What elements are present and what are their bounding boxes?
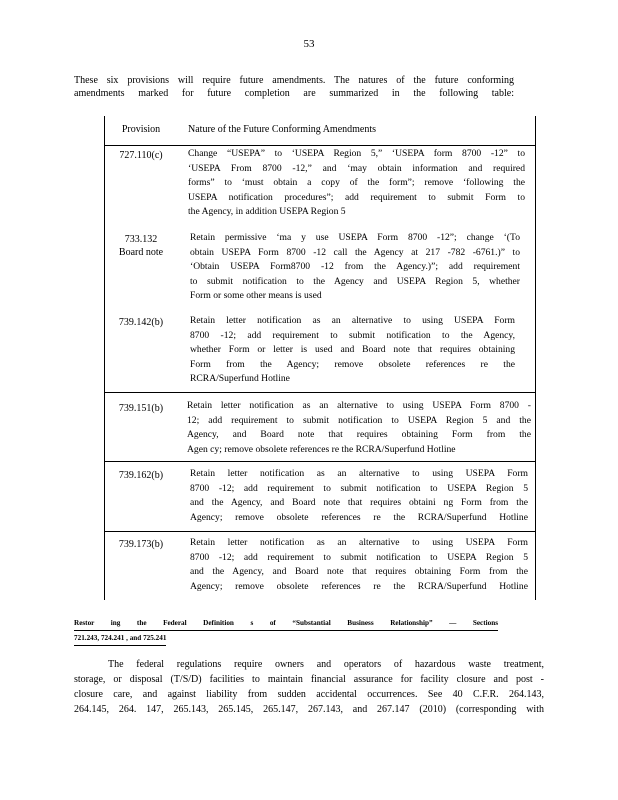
provision-label: 739.162(b) (118, 470, 164, 481)
body-line: storage, or disposal (T/S/D) facilities to maintain financial assurance for facility closure and post - (74, 674, 544, 685)
nature-line: ‘Obtain USEPA Form8700 -12 from the Agency.)”; add requirement (190, 261, 520, 272)
provision-label: 733.132 (124, 234, 158, 245)
nature-cell (188, 147, 525, 220)
intro-line: These six provisions will require future amendments. The natures of the future conforming (74, 75, 514, 86)
provision-label: 739.151(b) (118, 403, 164, 414)
provision-cell (104, 233, 178, 259)
nature-line: Retain letter notification as an alternative to using USEPA Form 8700 - (187, 400, 531, 411)
nature-line: Retain permissive ‘ma y use USEPA Form 8700 -12”; change ‘(To (190, 232, 520, 243)
nature-line: Form from the Agency; remove obsolete references re the (190, 358, 515, 370)
nature-line: 8700 -12; add requirement to submit notification to the Agency, (190, 329, 515, 341)
provision-label: 739.173(b) (118, 539, 164, 550)
nature-cell (190, 467, 528, 525)
nature-line: Agen cy; remove obsolete references re the RCRA/Superfund Hotline (187, 443, 456, 455)
provision-label: Board note (118, 247, 164, 258)
nature-line: and the Agency, and Board note that requires obtaini ng Form from the (190, 497, 528, 508)
nature-line: obtain USEPA Form 8700 -12 call the Agency at 217 -782 -6761.)” to (190, 246, 520, 258)
nature-line: Agency, and Board note that requires obtaining Form from the (187, 429, 531, 440)
nature-cell (190, 314, 515, 387)
nature-cell (190, 536, 528, 594)
nature-line: Retain letter notification as an alternative to using USEPA Form (190, 315, 515, 326)
nature-cell (187, 399, 531, 457)
amendments-table (104, 116, 536, 600)
table-border-right (535, 116, 536, 600)
section-heading-line: 721.243, 724.241 , and 725.241 (74, 631, 166, 646)
provision-cell (104, 316, 178, 329)
nature-line: the Agency, in addition USEPA Region 5 (188, 206, 346, 217)
nature-line: forms” to ‘must obtain a copy of the form”; remove ‘following the (188, 177, 525, 188)
provision-cell (104, 538, 178, 551)
header-nature: Nature of the Future Conforming Amendments (188, 124, 377, 135)
provision-cell (104, 402, 178, 415)
body-line: closure care, and against liability from sudden accidental occurrences. See 40 C.F.R. 264.143, (74, 689, 544, 700)
provision-label: 739.142(b) (118, 317, 164, 328)
nature-line: to submit notification to the Agency and USEPA Region 5, whether (190, 275, 520, 287)
page-number: 53 (303, 38, 315, 50)
intro-paragraph (74, 74, 514, 100)
nature-line: USEPA notification procedures”; add requirement to submit Form to (188, 191, 525, 203)
nature-line: Agency; remove obsolete references re the RCRA/Superfund Hotline (190, 580, 528, 592)
nature-line: Change “USEPA” to ‘USEPA Region 5,” ‘USEPA form 8700 -12” to (188, 148, 525, 159)
row-divider (104, 392, 536, 393)
nature-cell (190, 231, 520, 304)
header-provision: Provision (121, 124, 161, 135)
nature-line: 8700 -12; add requirement to submit notification to USEPA Region 5 (190, 482, 528, 494)
header-divider (104, 145, 536, 146)
body-line: The federal regulations require owners and operators of hazardous waste treatment, (108, 659, 544, 670)
provision-label: 727.110(c) (119, 150, 163, 161)
nature-line: ‘USEPA From 8700 -12,” and ‘may obtain information and required (188, 162, 525, 174)
nature-line: 8700 -12; add requirement to submit notification to USEPA Region 5 (190, 551, 528, 563)
row-divider (104, 531, 536, 532)
section-heading-line: Restor ing the Federal Definition s of “Substantial Business Relationship” — Sections (74, 616, 498, 631)
section-heading (74, 616, 498, 646)
body-line: 264.145, 264. 147, 265.143, 265.145, 265.147, 267.143, and 267.147 (2010) (corresponding with (74, 704, 544, 715)
nature-line: and the Agency, and Board note that requires obtaining Form from the (190, 566, 528, 577)
intro-line: amendments marked for future completion are summarized in the following table: (74, 88, 514, 99)
nature-line: Agency; remove obsolete references re the RCRA/Superfund Hotline (190, 511, 528, 523)
table-border-left (104, 116, 105, 600)
provision-cell (104, 469, 178, 482)
provision-cell (104, 149, 178, 162)
nature-line: Form or some other means is used (190, 290, 322, 301)
nature-line: Retain letter notification as an alternative to using USEPA Form (190, 537, 528, 548)
nature-line: RCRA/Superfund Hotline (190, 373, 290, 384)
row-divider (104, 461, 536, 462)
nature-line: whether Form or letter is used and Board note that requires obtaining (190, 344, 515, 355)
body-paragraph (74, 657, 544, 717)
nature-line: Retain letter notification as an alternative to using USEPA Form (190, 468, 528, 479)
nature-line: 12; add requirement to submit notification to USEPA Region 5 and the (187, 414, 531, 426)
